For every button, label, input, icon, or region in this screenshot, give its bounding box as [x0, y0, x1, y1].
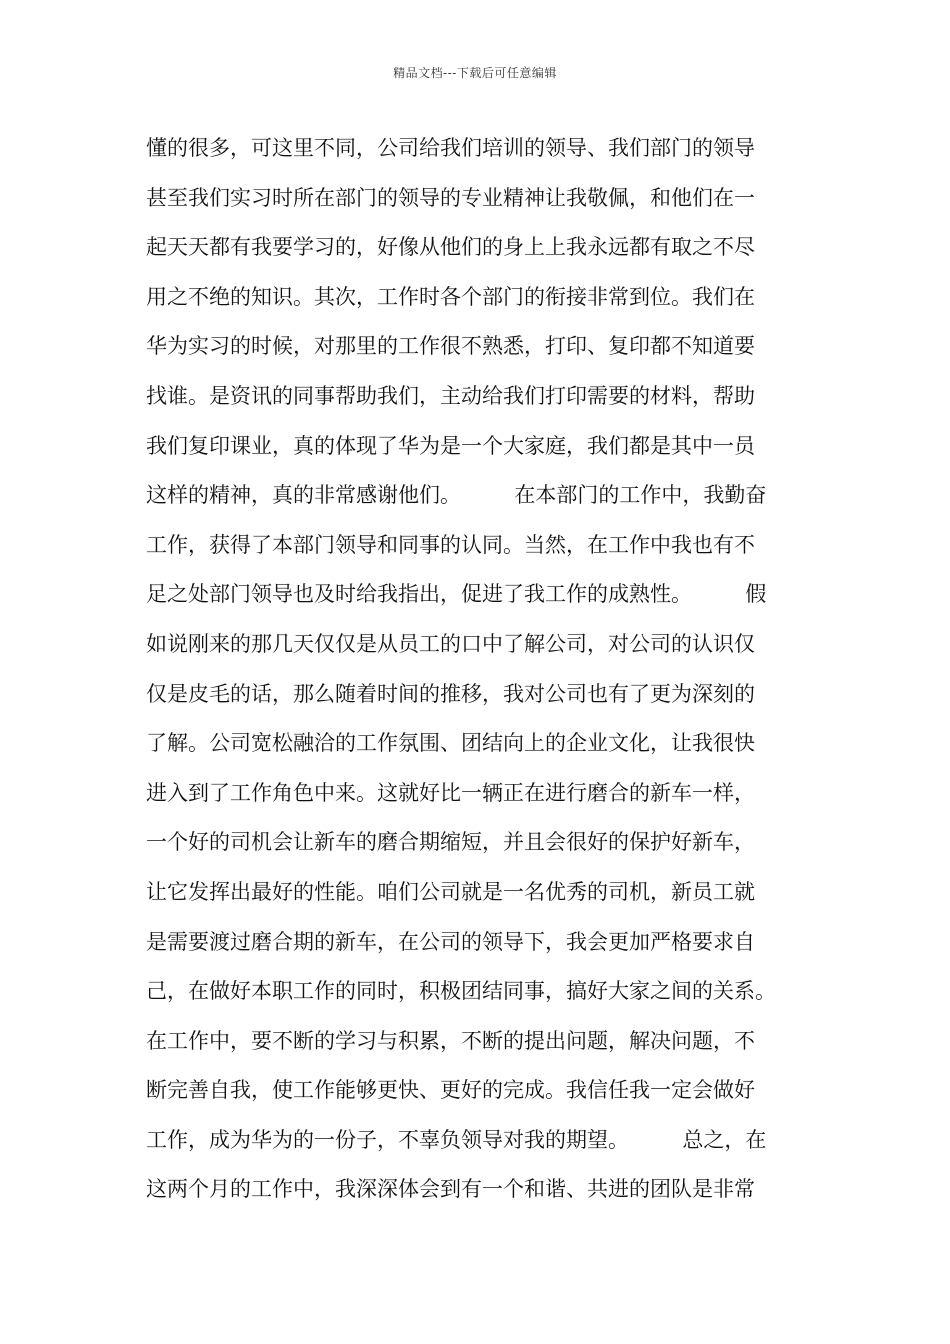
- text-line: 懂的很多，可这里不同，公司给我们培训的领导、我们部门的领导: [146, 136, 755, 160]
- text-line: 断完善自我，使工作能够更快、更好的完成。我信任我一定会做好: [146, 1078, 755, 1103]
- text-line: 工作，获得了本部门领导和同事的认同。当然，在工作中我也有不: [146, 532, 755, 557]
- text-line: 在工作中，要不断的学习与积累，不断的提出问题，解决问题，不: [146, 1028, 755, 1053]
- text-line: 如说刚来的那几天仅仅是从员工的口中了解公司，对公司的认识仅: [146, 631, 755, 656]
- text-line: 足之处部门领导也及时给我指出，促进了我工作的成熟性。 假: [146, 582, 767, 607]
- text-line: 己，在做好本职工作的同时，积极团结同事，搞好大家之间的关系。: [146, 979, 776, 1004]
- text-line: 工作，成为华为的一份子，不辜负领导对我的期望。 总之，在: [146, 1127, 767, 1152]
- text-line: 我们复印课业，真的体现了华为是一个大家庭，我们都是其中一员: [146, 433, 755, 458]
- body-text: [146, 124, 866, 1215]
- text-line: 仅是皮毛的话，那么随着时间的推移，我对公司也有了更为深刻的: [146, 681, 755, 706]
- text-line: 让它发挥出最好的性能。咱们公司就是一名优秀的司机，新员工就: [146, 879, 755, 904]
- text-line: 找谁。是资讯的同事帮助我们，主动给我们打印需要的材料，帮助: [146, 383, 755, 408]
- text-line: 华为实习的时候，对那里的工作很不熟悉，打印、复印都不知道要: [146, 334, 755, 359]
- text-line: 起天天都有我要学习的，好像从他们的身上上我永远都有取之不尽: [146, 235, 755, 260]
- page-header: 精品文档---下载后可任意编辑: [393, 66, 557, 80]
- text-line: 这样的精神，真的非常感谢他们。 在本部门的工作中，我勤奋: [146, 483, 767, 508]
- text-line: 是需要渡过磨合期的新车，在公司的领导下，我会更加严格要求自: [146, 929, 755, 954]
- text-line: 一个好的司机会让新车的磨合期缩短，并且会很好的保护好新车，: [146, 830, 755, 855]
- text-line: 进入到了工作角色中来。这就好比一辆正在进行磨合的新车一样，: [146, 780, 755, 805]
- text-line: 用之不绝的知识。其次，工作时各个部门的衔接非常到位。我们在: [146, 284, 755, 309]
- text-line: 这两个月的工作中，我深深体会到有一个和谐、共进的团队是非常: [146, 1177, 755, 1202]
- text-line: 了解。公司宽松融洽的工作氛围、团结向上的企业文化，让我很快: [146, 731, 755, 756]
- text-line: 甚至我们实习时所在部门的领导的专业精神让我敬佩，和他们在一: [146, 185, 755, 210]
